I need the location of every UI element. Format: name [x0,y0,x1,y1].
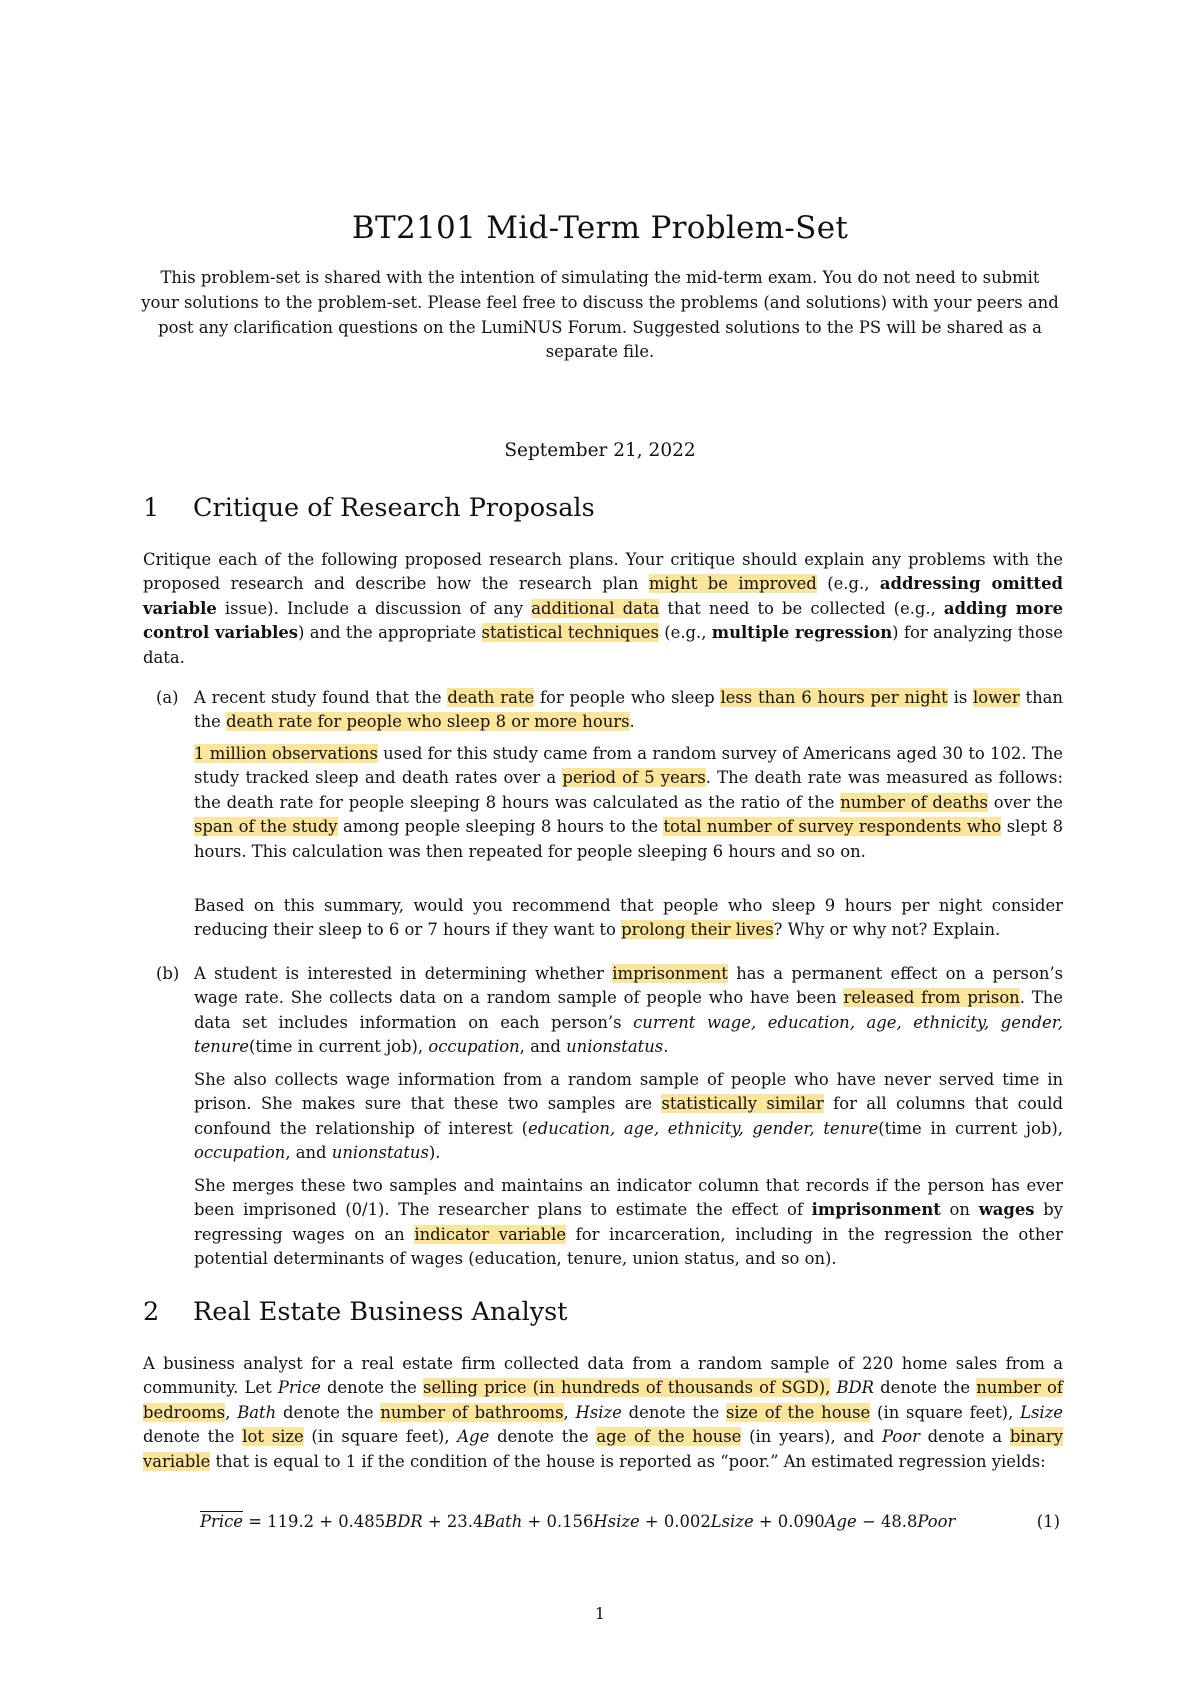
text-run: A student is interested in determining whether [194,964,613,983]
equation-lhs: Price [200,1512,243,1531]
bold-text: adding more control variables [143,598,1063,643]
italic-text: Poor [881,1427,920,1447]
text-run: ) for analyzing those data. [143,623,1063,667]
text-run: denote the [621,1402,726,1422]
text-run: . The data set includes information on each person’s [194,988,1063,1032]
text-run: has a permanent effect on a person’s wage rate. She collects data on a random sample of people who have been [194,964,1064,1008]
text-run: than the [194,688,1063,732]
bold-text: addressing omitted variable [143,574,1064,618]
highlight: indicator variable [414,1224,567,1244]
text-run: that is equal to 1 if the condition of the house is reported as “poor.” An estimated regression yields: [210,1451,1046,1471]
highlight: additional data [531,598,660,618]
text-run: She also collects wage information from a random sample of people who have never served time in prison. She makes sure that these two samples are [194,1070,1063,1114]
section-number: 2 [143,1297,160,1327]
page-number: 1 [594,1604,606,1623]
section-2-paragraph [143,1352,1063,1474]
highlight: selling price (in hundreds of thousands of SGD), [423,1378,831,1398]
section-1-intro [143,548,1063,670]
highlight: number of bedrooms [143,1378,1063,1422]
text-run: , and [285,1143,332,1163]
highlight: number of deaths [840,792,988,812]
text-run: that need to be collected (e.g., [659,598,944,618]
text-run: for incarceration, including in the regression the other potential determinants of wages (education, tenure, union status, and so on). [194,1224,1063,1269]
equation-variable: Lsize [710,1512,754,1531]
text-run: . [629,712,635,732]
highlight: age of the house [596,1427,742,1447]
text-run: ? Why or why not? Explain. [773,920,1001,940]
item-label: (b) [156,964,180,983]
highlight: lot size [242,1427,304,1447]
italic-text: Lsize [1020,1402,1063,1422]
equation-term: + 0.090 [753,1512,825,1531]
bold-text: wages [978,1200,1035,1220]
highlight: lower [973,688,1020,707]
highlight: number of bathrooms [380,1402,564,1422]
text-run: denote a [919,1427,1010,1447]
document-date: September 21, 2022 [504,440,696,461]
text-run: denote the [320,1378,424,1398]
text-run: (in years), and [741,1427,882,1447]
highlight: 1 million observations [194,744,378,763]
text-run: is [947,688,974,707]
item-a-paragraph-1 [194,686,1063,735]
text-run: denote the [143,1427,243,1447]
document-title: BT2101 Mid-Term Problem-Set [351,210,849,246]
text-run: , [225,1402,238,1422]
equation-body [200,1512,955,1531]
equation-variable: Poor [917,1512,956,1531]
italic-text: unionstatus [331,1143,429,1163]
highlight: statistically similar [661,1094,824,1114]
text-run: by regressing wages on an [194,1200,1063,1244]
text-run: ). [428,1143,441,1163]
italic-text: Hsize [575,1402,622,1422]
italic-text: occupation [194,1143,286,1163]
italic-text: BDR [836,1378,875,1398]
text-run: ) and the appropriate [298,623,482,643]
text-run: on [940,1200,979,1220]
highlight: less than 6 hours per night [720,688,948,707]
text-run: denote the [276,1402,381,1422]
highlight: prolong their lives [621,920,774,940]
section-number: 1 [143,493,160,523]
italic-text: education, age, ethnicity, gender, tenure [528,1118,879,1138]
text-run: denote the [489,1427,597,1447]
text-run: A recent study found that the [194,688,448,707]
section-title: Critique of Research Proposals [193,493,595,523]
italic-text: Price [277,1378,321,1398]
highlight: binary variable [143,1427,1063,1471]
text-run: , [563,1402,576,1422]
text-run: issue). Include a discussion of any [216,598,532,618]
equation-term: + 0.156 [522,1512,594,1531]
text-run: over the [987,792,1063,812]
equation-variable: BDR [385,1512,423,1531]
section-1-heading [143,493,595,523]
text-run: . [663,1037,669,1057]
equation-term: − 48.8 [856,1512,918,1531]
text-run: Based on this summary, would you recommend that people who sleep 9 hours per night consider reducing their sleep to 6 or 7 hours if they want to [194,896,1063,940]
text-run: (e.g., [816,574,880,594]
highlight: imprisonment [612,964,728,983]
equation-term: + 23.4 [422,1512,484,1531]
equation-term: + 0.002 [639,1512,711,1531]
text-run: for people who sleep [534,688,721,707]
highlight: might be improved [648,574,817,594]
item-label: (a) [156,688,179,707]
highlight: span of the study [194,817,338,837]
section-title: Real Estate Business Analyst [193,1297,568,1327]
bold-text: multiple regression [711,623,893,643]
highlight: death rate for people who sleep 8 or more hours [226,712,630,732]
text-run: . The death rate was measured as follows: the death rate for people sleeping 8 hours was calculated as the ratio of the [194,768,1063,812]
text-run: (time in current job), [878,1118,1063,1138]
italic-text: occupation [428,1037,520,1057]
section-2-heading [143,1297,567,1327]
text-run: (e.g., [658,623,712,643]
text-run: for all columns that could confound the relationship of interest ( [194,1094,1063,1138]
item-a-paragraph-3 [194,894,1063,943]
item-b-paragraph-2 [194,1068,1063,1166]
text-run: Critique each of the following proposed research plans. Your critique should explain any problems with the proposed research and describe how the research plan [143,550,1063,594]
italic-text: unionstatus [566,1037,664,1057]
item-b-paragraph-3 [194,1174,1063,1272]
text-run: (time in current job), [248,1037,429,1057]
text-run: (in square feet), [870,1402,1021,1422]
highlight: death rate [447,688,535,707]
highlight: period of 5 years [562,768,706,788]
text-run: used for this study came from a random survey of Americans aged 30 to 102. The study tracked sleep and death rates over a [194,744,1063,788]
item-a-paragraph-2 [194,742,1063,864]
equation-variable: Hsize [593,1512,640,1531]
text-run: , and [519,1037,567,1057]
text-run: (in square feet), [303,1427,458,1447]
text-run: A business analyst for a real estate firm collected data from a random sample of 220 home sales from a community. Let [143,1354,1063,1398]
text-run: She merges these two samples and maintains an indicator column that records if the person has ever been imprisoned (0/1). The researcher plans to estimate the effect of [194,1176,1063,1220]
text-run: denote the [874,1378,977,1398]
equation-term: = 119.2 + 0.485 [243,1512,386,1531]
abstract: This problem-set is shared with the intention of simulating the mid-term exam. You do not need to submit your solutions to the problem-set. Please feel free to discuss the problems (and solutions) with your peers and post any clarification questions on the LumiNUS Forum. Suggested solutions to the PS will be shared as a separate file. [141,268,1059,362]
highlight: released from prison [843,988,1020,1008]
bold-text: imprisonment [811,1200,941,1220]
italic-text: Age [457,1427,490,1447]
highlight: total number of survey respondents who [663,817,1002,837]
item-b-paragraph-1 [194,962,1063,1060]
text-run: slept 8 hours. This calculation was then repeated for people sleeping 6 hours and so on. [194,817,1064,861]
equation-number: (1) [1036,1512,1060,1531]
highlight: size of the house [725,1402,871,1422]
equation-variable: Age [824,1512,857,1531]
italic-text: Bath [237,1402,277,1422]
italic-text: current wage, education, age, ethnicity, gender, tenure [194,1012,1063,1057]
equation-variable: Bath [483,1512,523,1531]
highlight: statistical techniques [481,623,659,643]
text-run: among people sleeping 8 hours to the [337,817,664,837]
